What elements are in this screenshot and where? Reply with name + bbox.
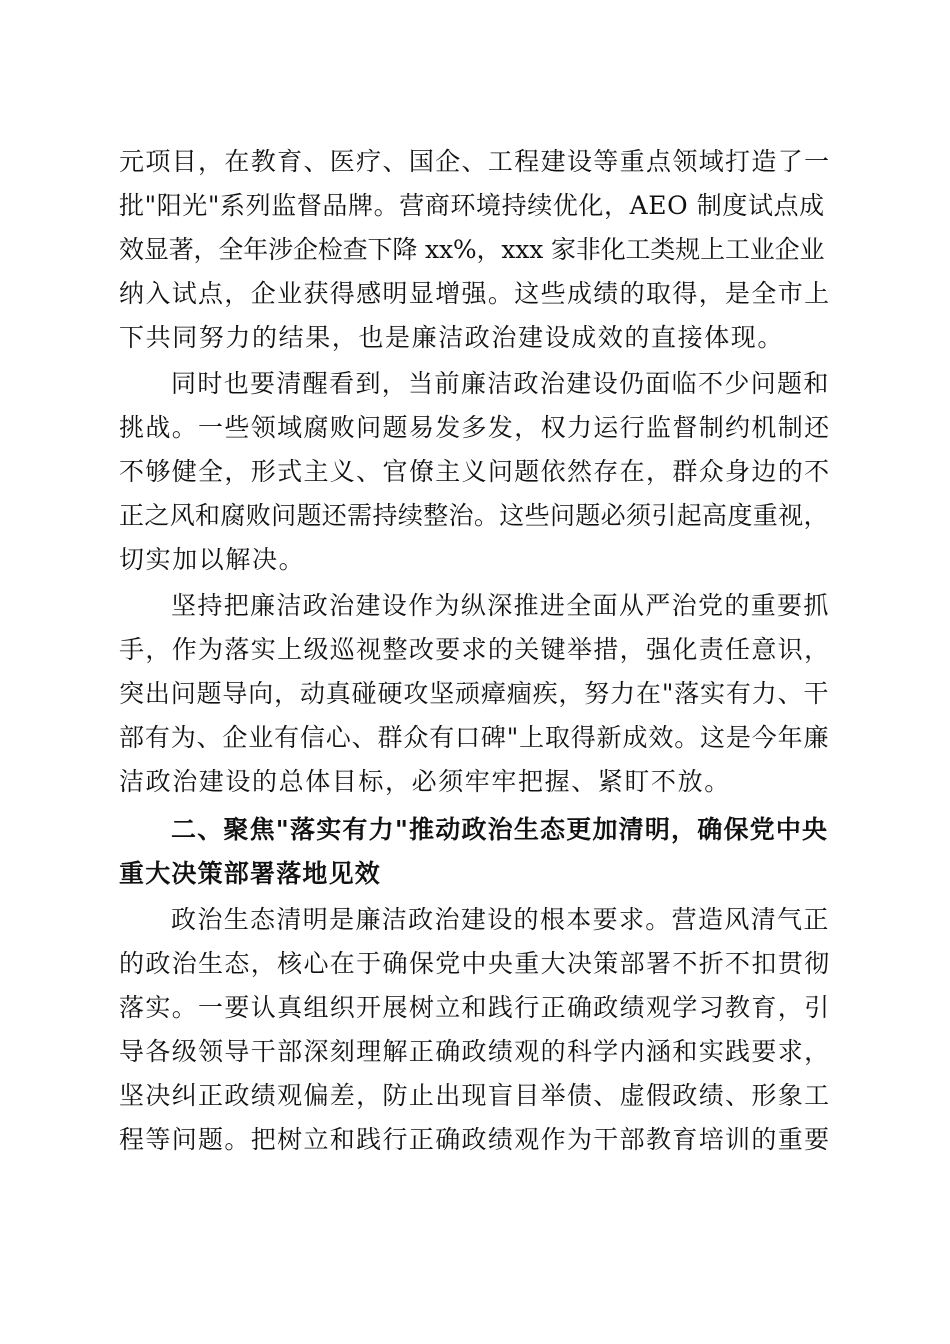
paragraph-2-line: 切实加以解决。 [119, 545, 306, 574]
paragraph-2-line: 正之风和腐败问题还需持续整治。这些问题必须引起高度重视， [119, 501, 829, 530]
paragraph-3-line: 突出问题导向，动真碰硬攻坚顽瘴痼疾，努力在"落实有力、干 [119, 679, 830, 708]
paragraph-4-line: 程等问题。把树立和践行正确政绩观作为干部教育培训的重要 [119, 1125, 831, 1154]
paragraph-4-line: 政治生态清明是廉洁政治建设的根本要求。营造风清气正 [171, 905, 830, 934]
section-heading-line: 重大决策部署落地见效 [119, 859, 382, 888]
paragraph-1-line: 纳入试点，企业获得感明显增强。这些成绩的取得，是全市上 [119, 279, 831, 308]
paragraph-4-line: 坚决纠正政绩观偏差，防止出现盲目举债、虚假政绩、形象工 [119, 1081, 831, 1110]
paragraph-1-line: 效显著，全年涉企检查下降 xx%，xxx 家非化工类规上工业企业 [119, 235, 825, 264]
paragraph-4-line: 导各级领导干部深刻理解正确政绩观的科学内涵和实践要求， [119, 1037, 831, 1066]
section-heading-line: 二、聚焦"落实有力"推动政治生态更加清明，确保党中央 [171, 815, 829, 844]
paragraph-3-line: 部有为、企业有信心、群众有口碑"上取得新成效。这是今年廉 [119, 723, 830, 752]
paragraph-3-line: 手，作为落实上级巡视整改要求的关键举措，强化责任意识， [119, 635, 831, 664]
paragraph-1-line: 批"阳光"系列监督品牌。营商环境持续优化，AEO 制度试点成 [119, 191, 825, 220]
paragraph-2-line: 挑战。一些领域腐败问题易发多发，权力运行监督制约机制还 [119, 413, 831, 442]
paragraph-4-line: 落实。一要认真组织开展树立和践行正确政绩观学习教育，引 [119, 993, 831, 1022]
paragraph-2-line: 不够健全，形式主义、官僚主义问题依然存在，群众身边的不 [119, 457, 831, 486]
paragraph-1-line: 元项目，在教育、医疗、国企、工程建设等重点领域打造了一 [119, 147, 831, 176]
paragraph-1-line: 下共同努力的结果，也是廉洁政治建设成效的直接体现。 [119, 323, 785, 352]
paragraph-3-line: 洁政治建设的总体目标，必须牢牢把握、紧盯不放。 [119, 767, 731, 796]
paragraph-4-line: 的政治生态，核心在于确保党中央重大决策部署不折不扣贯彻 [119, 949, 831, 978]
paragraph-3-line: 坚持把廉洁政治建设作为纵深推进全面从严治党的重要抓 [171, 591, 830, 620]
paragraph-2-line: 同时也要清醒看到，当前廉洁政治建设仍面临不少问题和 [171, 369, 830, 398]
